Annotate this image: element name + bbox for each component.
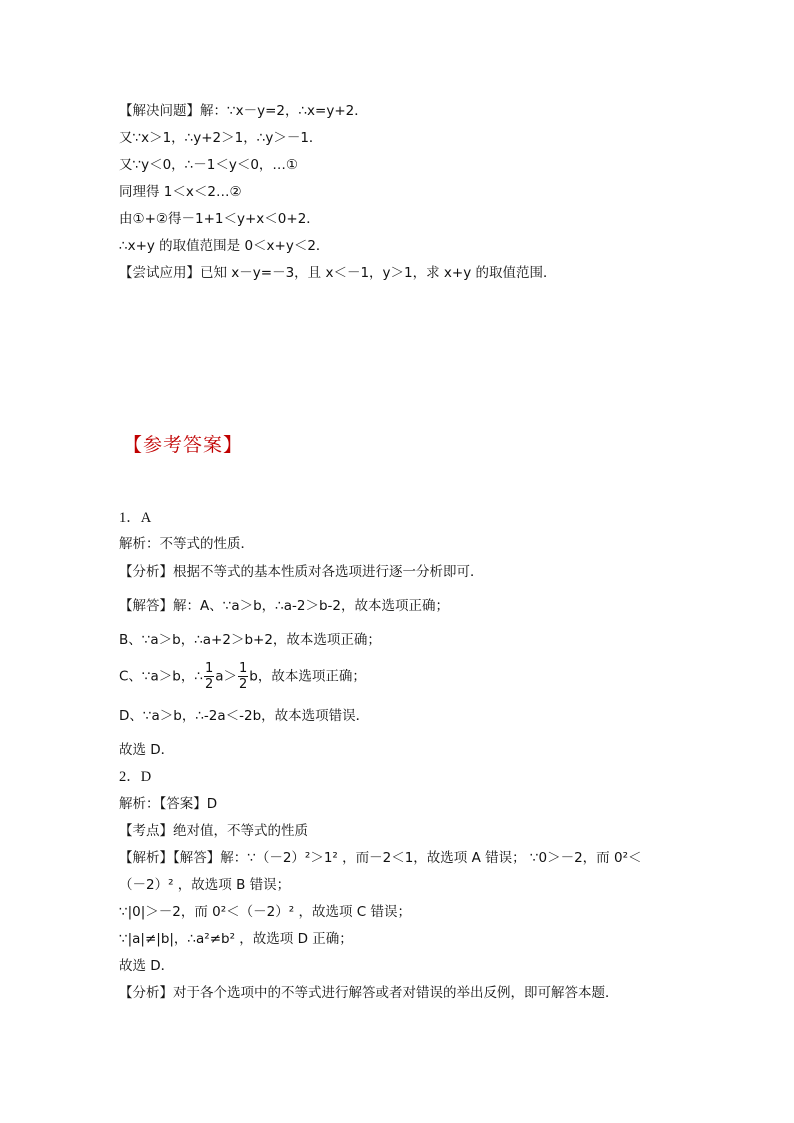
fraction-denominator: 2 [204, 677, 214, 692]
problem-line-3: 又∵y＜0，∴－1＜y＜0，…① [119, 157, 299, 173]
problem-line-4: 同理得 1＜x＜2…② [119, 184, 242, 200]
problem-line-6: ∴x+y 的取值范围是 0＜x+y＜2． [119, 238, 330, 254]
q1-jieda-a: 【解答】解：A、∵a＞b，∴a-2＞b-2，故本选项正确； [119, 598, 450, 614]
q1-option-c [119, 662, 366, 691]
q2-fenxi: 【分析】对于各个选项中的不等式进行解答或者对错误的举出反例，即可解答本题． [119, 985, 619, 1001]
q2-jieda-line-2: （－2）² ，故选项 B 错误； [119, 877, 291, 893]
reference-answers-title: 【参考答案】 [123, 434, 244, 456]
q1-number: 1．A [119, 510, 152, 526]
q1-option-c-suffix: b，故本选项正确； [249, 668, 366, 685]
q2-conclusion: 故选 D． [119, 958, 175, 974]
problem-line-5: 由①+②得－1+1＜y+x＜0+2． [119, 211, 320, 227]
q1-analysis: 解析：不等式的性质． [119, 536, 254, 552]
q1-fenxi: 【分析】根据不等式的基本性质对各选项进行逐一分析即可． [119, 564, 484, 580]
fraction-one-half [238, 662, 248, 691]
fraction-numerator: 1 [239, 661, 248, 676]
fraction-numerator: 1 [204, 661, 214, 676]
fraction-one-half [204, 662, 214, 691]
q1-option-c-prefix: C、∵a＞b，∴ [119, 668, 203, 685]
q2-jieda-line-1: 【解析】【解答】解：∵（－2）²＞1² ，而－2＜1，故选项 A 错误； ∵0＞－2，而 0²＜ [119, 850, 642, 866]
q1-option-c-a: a＞ [215, 668, 238, 685]
q2-kaodian: 【考点】绝对值，不等式的性质 [119, 823, 308, 839]
problem-line-2: 又∵x＞1，∴y+2＞1，∴y＞－1． [119, 130, 323, 146]
q2-jieda-line-4: ∵|a|≠|b|，∴a²≠b² ，故选项 D 正确； [119, 931, 353, 947]
problem-line-1: 【解决问题】解：∵x－y=2，∴x=y+2． [119, 103, 368, 119]
fraction-denominator: 2 [239, 677, 248, 692]
q2-jieda-line-3: ∵|0|＞－2，而 0²＜（－2）² ，故选项 C 错误； [119, 904, 411, 920]
q1-conclusion: 故选 D． [119, 742, 175, 758]
q1-option-b: B、∵a＞b，∴a+2＞b+2，故本选项正确； [119, 632, 381, 648]
q1-option-d: D、∵a＞b，∴-2a＜-2b，故本选项错误． [119, 708, 370, 724]
problem-line-7: 【尝试应用】已知 x－y=－3，且 x＜－1，y＞1，求 x+y 的取值范围． [119, 265, 557, 281]
q2-number: 2．D [119, 769, 152, 785]
q2-analysis: 解析：【答案】D [119, 796, 218, 812]
